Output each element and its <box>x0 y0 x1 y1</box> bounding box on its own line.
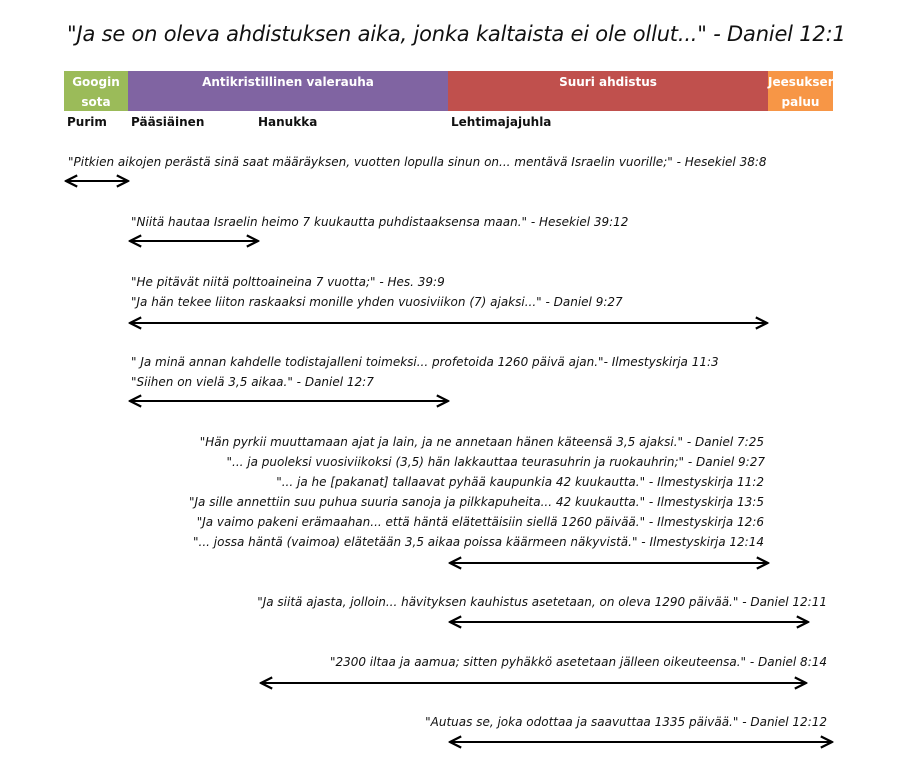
feast-lehtimajajuhla: Lehtimajajuhla <box>451 115 552 129</box>
feast-paasiainen: Pääsiäinen <box>131 115 205 129</box>
quote-daniel-8-14: "2300 iltaa ja aamua; sitten pyhäkkö asetetaan jälleen oikeuteensa." - Daniel 8:14 <box>329 655 827 669</box>
quote-daniel-7-25: "Hän pyrkii muuttamaan ajat ja lain, ja ne annetaan hänen käteensä 3,5 ajaksi." - Daniel 7:25 <box>199 435 764 449</box>
period-label: Googin <box>72 75 120 89</box>
quote-daniel-12-11: "Ja siitä ajasta, jolloin... hävityksen kauhistus asetetaan, on oleva 1290 päivää." - Daniel 12:11 <box>257 595 827 609</box>
quote-ilmestyskirja-11-2: "... ja he [pakanat] tallaavat pyhää kaupunkia 42 kuukautta." - Ilmestyskirja 11:2 <box>276 475 764 489</box>
period-label: Suuri ahdistus <box>559 75 657 89</box>
page-title: "Ja se on oleva ahdistuksen aika, jonka kaltaista ei ole ollut..." - Daniel 12:1 <box>67 22 846 46</box>
quote-ilmestyskirja-12-14: "... jossa häntä (vaimoa) elätetään 3,5 aikaa poissa käärmeen näkyvistä." - Ilmestyskirja 12:14 <box>193 535 764 549</box>
feast-hanukka: Hanukka <box>258 115 318 129</box>
period-label: Jeesuksen <box>768 75 837 89</box>
quote-ilmestyskirja-12-6: "Ja vaimo pakeni erämaahan... että häntä elätettäisiin siellä 1260 päivää." - Ilmestyskirja 12:6 <box>196 515 764 529</box>
quote-daniel-12-12: "Autuas se, joka odottaa ja saavuttaa 1335 päivää." - Daniel 12:12 <box>425 715 827 729</box>
quote-hesekiel-39-9: "He pitävät niitä polttoaineina 7 vuotta;" - Hes. 39:9 <box>131 275 445 289</box>
quote-ilmestyskirja-11-3: " Ja minä annan kahdelle todistajalleni toimeksi... profetoida 1260 päivä ajan."- Ilmestyskirja 11:3 <box>131 355 719 369</box>
quote-hesekiel-39-12: "Niitä hautaa Israelin heimo 7 kuukautta puhdistaaksensa maan." - Hesekiel 39:12 <box>131 215 629 229</box>
period-label: Antikristillinen valerauha <box>202 75 374 89</box>
quote-hesekiel-38-8: "Pitkien aikojen perästä sinä saat määräyksen, vuotten lopulla sinun on... mentävä Israelin vuorille;" - Hesekiel 38:8 <box>68 155 767 169</box>
period-label: sota <box>81 95 111 109</box>
quote-daniel-9-27-half: "... ja puoleksi vuosiviikoksi (3,5) hän lakkauttaa teurasuhrin ja ruokauhrin;" - Daniel 9:27 <box>226 455 765 469</box>
feast-purim: Purim <box>67 115 107 129</box>
period-label: paluu <box>781 95 820 109</box>
quote-ilmestyskirja-13-5: "Ja sille annettiin suu puhua suuria sanoja ja pilkkapuheita... 42 kuukautta." - Ilmestyskirja 13:5 <box>189 495 764 509</box>
quote-daniel-12-7: "Siihen on vielä 3,5 aikaa." - Daniel 12:7 <box>131 375 374 389</box>
quote-daniel-9-27: "Ja hän tekee liiton raskaaksi monille yhden vuosiviikon (7) ajaksi..." - Daniel 9:27 <box>131 295 623 309</box>
